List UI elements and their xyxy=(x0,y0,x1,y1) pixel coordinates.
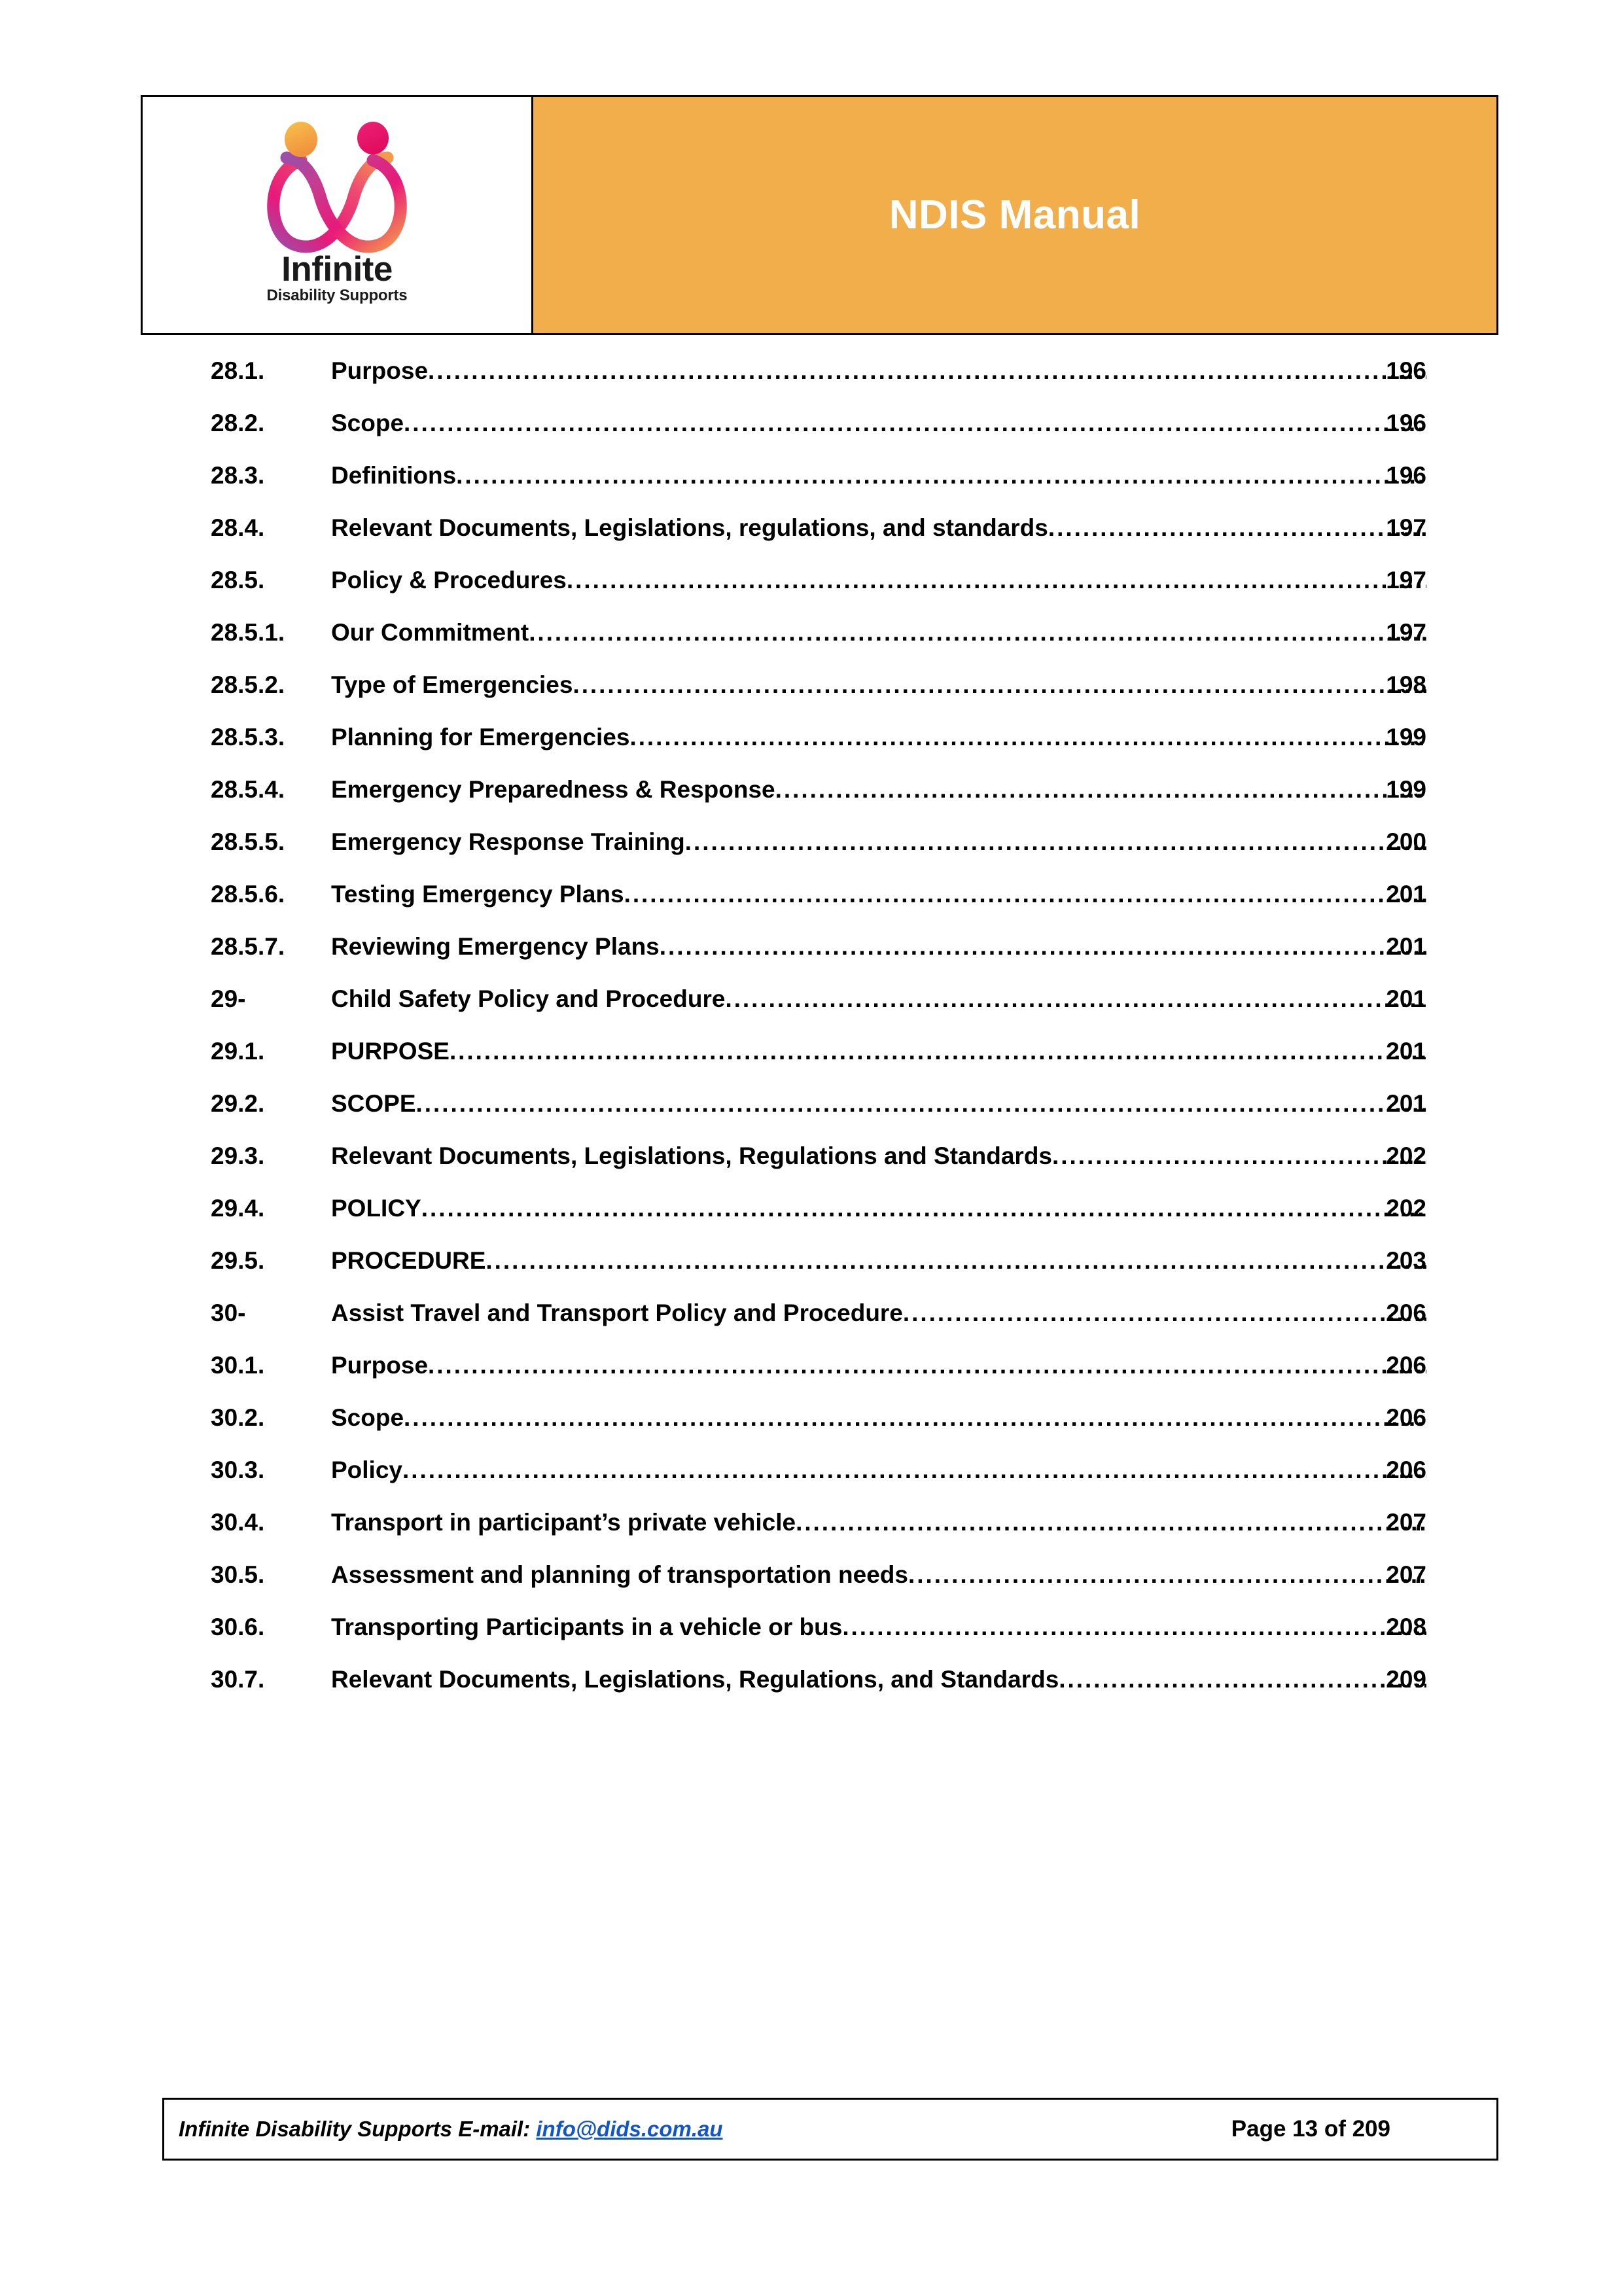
toc-entry-title: Scope xyxy=(331,410,404,436)
toc-entry-body xyxy=(331,985,1426,1013)
toc-entry-title: Our Commitment xyxy=(331,619,529,646)
toc-entry-body xyxy=(331,933,1426,961)
toc-leader-dots xyxy=(775,776,1426,800)
toc-entry[interactable] xyxy=(0,554,1624,607)
toc-entry-title: Policy xyxy=(331,1457,402,1483)
toc-entry-number: 28.5.1. xyxy=(211,619,285,646)
toc-entry-title: Emergency Response Training xyxy=(331,828,685,855)
toc-entry-body xyxy=(331,357,1426,385)
toc-entry-title: PURPOSE xyxy=(331,1038,450,1065)
toc-leader-dots xyxy=(908,1561,1426,1585)
toc-entry-number: 28.5.2. xyxy=(211,671,285,698)
toc-leader-dots xyxy=(725,985,1426,1010)
toc-entry-number: 30.3. xyxy=(211,1457,265,1483)
footer-contact xyxy=(179,2117,723,2142)
toc-entry[interactable] xyxy=(0,1130,1624,1182)
page-footer xyxy=(162,2098,1498,2161)
document-header xyxy=(141,95,1498,335)
toc-entry-title: Transport in participant’s private vehicle xyxy=(331,1509,796,1536)
toc-entry[interactable] xyxy=(0,1653,1624,1706)
toc-entry[interactable] xyxy=(0,450,1624,502)
toc-entry-page: 206 xyxy=(1386,1404,1426,1431)
toc-leader-dots xyxy=(1059,1666,1426,1690)
toc-entry-body xyxy=(331,619,1426,646)
toc-entry-number: 30.7. xyxy=(211,1666,265,1693)
toc-entry-number: 28.4. xyxy=(211,514,265,541)
toc-entry[interactable] xyxy=(0,921,1624,973)
toc-leader-dots xyxy=(1052,1142,1426,1167)
page-number-label: Page 13 of 209 xyxy=(1231,2116,1390,2142)
toc-entry-body xyxy=(331,1247,1426,1275)
toc-entry-page: 207 xyxy=(1386,1509,1426,1536)
toc-entry-number: 30.4. xyxy=(211,1509,265,1536)
toc-leader-dots xyxy=(428,1352,1426,1376)
toc-entry-page: 207 xyxy=(1386,1561,1426,1588)
toc-entry[interactable] xyxy=(0,868,1624,921)
toc-entry-page: 199 xyxy=(1386,724,1426,751)
logo-wordmark: Infinite xyxy=(281,250,393,289)
toc-entry-body xyxy=(331,671,1426,699)
logo-head-right-icon xyxy=(357,122,389,154)
toc-leader-dots xyxy=(567,567,1426,591)
toc-entry-page: 209 xyxy=(1386,1666,1426,1693)
toc-entry-title: Assessment and planning of transportation needs xyxy=(331,1561,908,1588)
toc-leader-dots xyxy=(404,1404,1426,1428)
toc-entry-page: 201 xyxy=(1386,1090,1426,1117)
toc-entry[interactable] xyxy=(0,764,1624,816)
toc-entry[interactable] xyxy=(0,973,1624,1025)
toc-entry-body xyxy=(331,410,1426,437)
toc-entry[interactable] xyxy=(0,1182,1624,1235)
toc-entry-number: 30.6. xyxy=(211,1614,265,1640)
toc-entry-number: 28.3. xyxy=(211,462,265,489)
toc-leader-dots xyxy=(402,1457,1426,1481)
toc-entry[interactable] xyxy=(0,1601,1624,1653)
toc-entry-number: 29.4. xyxy=(211,1195,265,1222)
toc-entry-number: 29.2. xyxy=(211,1090,265,1117)
table-of-contents xyxy=(0,345,1624,1706)
toc-entry-number: 28.5.6. xyxy=(211,881,285,908)
toc-entry-number: 28.5.3. xyxy=(211,724,285,751)
toc-entry[interactable] xyxy=(0,1549,1624,1601)
toc-entry-title: Scope xyxy=(331,1404,404,1431)
toc-leader-dots xyxy=(416,1090,1426,1114)
toc-entry-body xyxy=(331,1090,1426,1118)
toc-entry-title: Transporting Participants in a vehicle or bus xyxy=(331,1614,843,1640)
toc-entry-page: 201 xyxy=(1386,985,1426,1012)
toc-entry-body xyxy=(331,1509,1426,1536)
toc-entry[interactable] xyxy=(0,1339,1624,1392)
toc-leader-dots xyxy=(629,724,1426,748)
header-logo-cell xyxy=(141,95,533,335)
toc-leader-dots xyxy=(796,1509,1426,1533)
logo-head-left-icon xyxy=(285,122,317,157)
toc-entry-number: 29.5. xyxy=(211,1247,265,1274)
toc-entry-title: Reviewing Emergency Plans xyxy=(331,933,660,960)
toc-leader-dots xyxy=(685,828,1426,853)
toc-entry[interactable] xyxy=(0,711,1624,764)
toc-entry-title: SCOPE xyxy=(331,1090,416,1117)
toc-entry[interactable] xyxy=(0,659,1624,711)
toc-entry[interactable] xyxy=(0,1392,1624,1444)
toc-entry-title: Relevant Documents, Legislations, Regulations, and Standards xyxy=(331,1666,1059,1693)
toc-entry-page: 196 xyxy=(1386,410,1426,436)
toc-entry-title: POLICY xyxy=(331,1195,421,1222)
toc-entry-body xyxy=(331,1352,1426,1379)
toc-entry-body xyxy=(331,1038,1426,1065)
toc-leader-dots xyxy=(456,462,1426,486)
toc-entry-number: 30- xyxy=(211,1299,246,1326)
footer-org-label: Infinite Disability Supports E-mail: xyxy=(179,2117,537,2141)
toc-entry-body xyxy=(331,1457,1426,1484)
toc-leader-dots xyxy=(573,671,1426,696)
toc-entry-body xyxy=(331,1299,1426,1327)
toc-entry-page: 201 xyxy=(1386,881,1426,908)
toc-entry-page: 201 xyxy=(1386,1038,1426,1065)
toc-entry-number: 28.2. xyxy=(211,410,265,436)
toc-entry-number: 29.1. xyxy=(211,1038,265,1065)
toc-leader-dots xyxy=(485,1247,1426,1271)
toc-entry-title: Assist Travel and Transport Policy and Procedure xyxy=(331,1299,903,1326)
toc-entry-title: Definitions xyxy=(331,462,457,489)
toc-entry-page: 202 xyxy=(1386,1142,1426,1169)
toc-entry-body xyxy=(331,1142,1426,1170)
toc-entry-title: Type of Emergencies xyxy=(331,671,573,698)
toc-entry[interactable] xyxy=(0,1287,1624,1339)
toc-entry-title: PROCEDURE xyxy=(331,1247,486,1274)
toc-entry-title: Testing Emergency Plans xyxy=(331,881,624,908)
footer-email-link[interactable]: info@dids.com.au xyxy=(536,2117,723,2141)
toc-entry-page: 203 xyxy=(1386,1247,1426,1274)
toc-entry-body xyxy=(331,1666,1426,1693)
toc-entry-page: 196 xyxy=(1386,462,1426,489)
toc-entry-body xyxy=(331,724,1426,751)
toc-leader-dots xyxy=(842,1614,1426,1638)
toc-leader-dots xyxy=(404,410,1426,434)
toc-entry-number: 29.3. xyxy=(211,1142,265,1169)
toc-leader-dots xyxy=(450,1038,1426,1062)
toc-entry-number: 30.1. xyxy=(211,1352,265,1379)
toc-entry-number: 30.2. xyxy=(211,1404,265,1431)
toc-entry-body xyxy=(331,1404,1426,1432)
toc-entry-body xyxy=(331,881,1426,908)
toc-entry-body xyxy=(331,1561,1426,1589)
toc-entry-title: Policy & Procedures xyxy=(331,567,567,593)
toc-entry-title: Purpose xyxy=(331,357,429,384)
toc-leader-dots xyxy=(1048,514,1426,539)
toc-entry-title: Emergency Preparedness & Response xyxy=(331,776,775,803)
toc-leader-dots xyxy=(624,881,1426,905)
toc-entry-body xyxy=(331,776,1426,804)
toc-entry-page: 200 xyxy=(1386,828,1426,855)
toc-entry-title: Planning for Emergencies xyxy=(331,724,630,751)
toc-entry-body xyxy=(331,1614,1426,1641)
toc-entry-number: 29- xyxy=(211,985,246,1012)
company-logo xyxy=(232,121,442,304)
toc-entry-title: Relevant Documents, Legislations, Regulations and Standards xyxy=(331,1142,1052,1169)
toc-leader-dots xyxy=(428,357,1426,381)
toc-entry[interactable] xyxy=(0,816,1624,868)
toc-entry[interactable] xyxy=(0,1496,1624,1549)
toc-entry-body xyxy=(331,462,1426,489)
toc-entry-number: 28.5.5. xyxy=(211,828,285,855)
toc-entry-page: 197 xyxy=(1386,619,1426,646)
toc-entry-body xyxy=(331,567,1426,594)
toc-entry-page: 206 xyxy=(1386,1352,1426,1379)
toc-entry-page: 197 xyxy=(1386,514,1426,541)
toc-entry-page: 196 xyxy=(1386,357,1426,384)
toc-entry-number: 28.1. xyxy=(211,357,265,384)
toc-entry-page: 206 xyxy=(1386,1457,1426,1483)
toc-entry[interactable] xyxy=(0,345,1624,397)
toc-entry-number: 28.5.4. xyxy=(211,776,285,803)
logo-tagline: Disability Supports xyxy=(266,286,408,304)
infinity-people-logo-icon xyxy=(262,121,412,255)
toc-entry-number: 28.5. xyxy=(211,567,265,593)
toc-entry-body xyxy=(331,514,1426,542)
toc-leader-dots xyxy=(421,1195,1426,1219)
toc-entry[interactable] xyxy=(0,607,1624,659)
toc-entry[interactable] xyxy=(0,397,1624,450)
toc-entry-body xyxy=(331,828,1426,856)
document-title: NDIS Manual xyxy=(889,192,1141,238)
toc-entry-page: 197 xyxy=(1386,567,1426,593)
toc-entry[interactable] xyxy=(0,1444,1624,1496)
toc-leader-dots xyxy=(903,1299,1426,1324)
toc-entry-body xyxy=(331,1195,1426,1222)
toc-entry-page: 202 xyxy=(1386,1195,1426,1222)
toc-entry-title: Purpose xyxy=(331,1352,429,1379)
toc-leader-dots xyxy=(660,933,1426,957)
toc-entry[interactable] xyxy=(0,1235,1624,1287)
toc-entry-page: 198 xyxy=(1386,671,1426,698)
toc-leader-dots xyxy=(529,619,1426,643)
toc-entry-title: Relevant Documents, Legislations, regulations, and standards xyxy=(331,514,1048,541)
toc-entry-page: 208 xyxy=(1386,1614,1426,1640)
header-title-cell xyxy=(533,95,1498,335)
toc-entry[interactable] xyxy=(0,1078,1624,1130)
toc-entry-page: 199 xyxy=(1386,776,1426,803)
toc-entry[interactable] xyxy=(0,502,1624,554)
toc-entry-page: 201 xyxy=(1386,933,1426,960)
toc-entry-number: 28.5.7. xyxy=(211,933,285,960)
toc-entry-number: 30.5. xyxy=(211,1561,265,1588)
toc-entry[interactable] xyxy=(0,1025,1624,1078)
toc-entry-title: Child Safety Policy and Procedure xyxy=(331,985,726,1012)
toc-entry-page: 206 xyxy=(1386,1299,1426,1326)
